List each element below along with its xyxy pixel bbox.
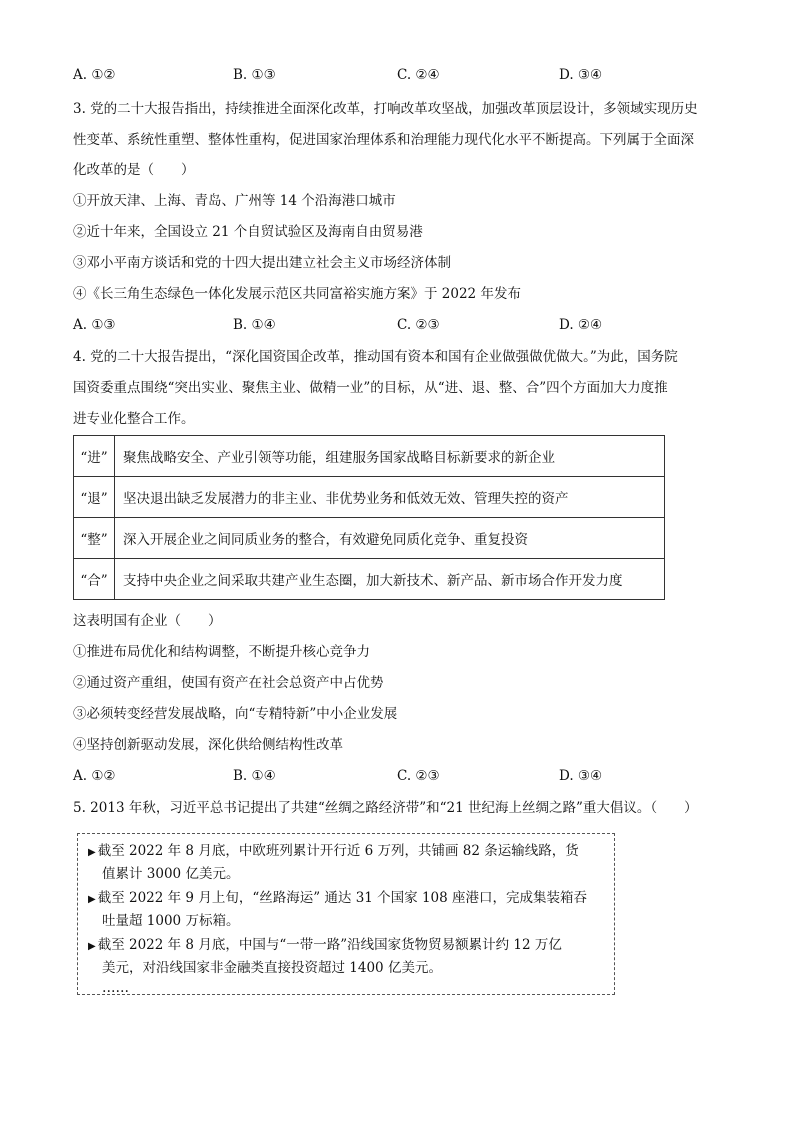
table-key: “整” [74,518,115,559]
q3-item-3: ③邓小平南方谈话和党的十四大提出建立社会主义市场经济体制 [73,255,451,271]
table-text: 支持中央企业之间采取共建产业生态圈，加大新技术、新产品、新市场合作开发力度 [115,559,665,600]
material-line: 美元，对沿线国家非金融类直接投资超过 1400 亿美元。 [102,960,442,976]
q3-option-c[interactable]: C. ②③ [397,317,440,333]
q3-options [73,315,723,335]
table-key: “进” [74,436,115,477]
q4-option-c[interactable]: C. ②③ [397,768,440,784]
table-text: 深入开展企业之间同质业务的整合，有效避免同质化竞争、重复投资 [115,518,665,559]
q4-stem-line-3: 进专业化整合工作。 [73,411,195,427]
q4-table [73,435,665,600]
q3-stem-line-3: 化改革的是（ ） [73,162,195,178]
q2-option-a[interactable]: A. ①② [73,67,116,83]
q3-stem-line-1: 3. 党的二十大报告指出，持续推进全面深化改革，打响改革攻坚战，加强改革顶层设计，多领域实现历史 [73,101,698,117]
q3-stem-line-2: 性变革、系统性重塑、整体性重构，促进国家治理体系和治理能力现代化水平不断提高。下列属于全面深 [73,132,694,148]
material-line: ▶ 截至 2022 年 9 月上旬，“丝路海运” 通达 31 个国家 108 座港口，完成集装箱吞 [88,890,588,906]
material-line: 值累计 3000 亿美元。 [102,866,240,882]
table-row [74,559,665,600]
table-row [74,477,665,518]
table-row [74,518,665,559]
q3-item-4: ④《长三角生态绿色一体化发展示范区共同富裕实施方案》于 2022 年发布 [73,286,521,302]
material-line: 吐量超 1000 万标箱。 [102,913,240,929]
q2-options [73,65,723,85]
q3-option-b[interactable]: B. ①④ [233,317,276,333]
q4-options [73,766,723,786]
table-key: “退” [74,477,115,518]
q4-item-4: ④坚持创新驱动发展，深化供给侧结构性改革 [73,737,343,753]
q2-option-d[interactable]: D. ③④ [559,67,603,83]
table-key: “合” [74,559,115,600]
material-line: ▶ 截至 2022 年 8 月底，中欧班列累计开行近 6 万列，共铺画 82 条运输线路，货 [88,843,579,859]
q2-option-c[interactable]: C. ②④ [397,67,440,83]
q4-stem-line-2: 国资委重点围绕“突出实业、聚焦主业、做精一业”的目标，从“进、退、整、合”四个方面加大力度推 [73,380,668,396]
q4-stem-line-1: 4. 党的二十大报告提出，“深化国资国企改革，推动国有资本和国有企业做强做优做大。”为此，国务院 [73,349,678,365]
q4-item-1: ①推进布局优化和结构调整，不断提升核心竞争力 [73,644,370,660]
ellipsis: …… [102,980,129,996]
q4-option-a[interactable]: A. ①② [73,768,116,784]
q4-item-3: ③必须转变经营发展战略，向“专精特新”中小企业发展 [73,706,398,722]
triangle-bullet-icon: ▶ [88,941,96,952]
q4-question: 这表明国有企业（ ） [73,613,222,629]
material-line: ▶ 截至 2022 年 8 月底，中国与“一带一路”沿线国家货物贸易额累计约 12 万亿 [88,937,562,953]
q3-option-a[interactable]: A. ①③ [73,317,116,333]
triangle-bullet-icon: ▶ [88,894,96,905]
q5-stem: 5. 2013 年秋，习近平总书记提出了共建“丝绸之路经济带”和“21 世纪海上丝绸之路”重大倡议。（ ） [73,800,698,816]
q3-option-d[interactable]: D. ②④ [559,317,603,333]
q3-item-1: ①开放天津、上海、青岛、广州等 14 个沿海港口城市 [73,193,396,209]
table-text: 聚焦战略安全、产业引领等功能，组建服务国家战略目标新要求的新企业 [115,436,665,477]
q5-material-box [77,833,615,995]
triangle-bullet-icon: ▶ [88,847,96,858]
table-text: 坚决退出缺乏发展潜力的非主业、非优势业务和低效无效、管理失控的资产 [115,477,665,518]
q2-option-b[interactable]: B. ①③ [233,67,276,83]
q3-item-2: ②近十年来，全国设立 21 个自贸试验区及海南自由贸易港 [73,224,423,240]
table-row [74,436,665,477]
q4-item-2: ②通过资产重组，使国有资产在社会总资产中占优势 [73,675,384,691]
q4-option-b[interactable]: B. ①④ [233,768,276,784]
q4-option-d[interactable]: D. ③④ [559,768,603,784]
